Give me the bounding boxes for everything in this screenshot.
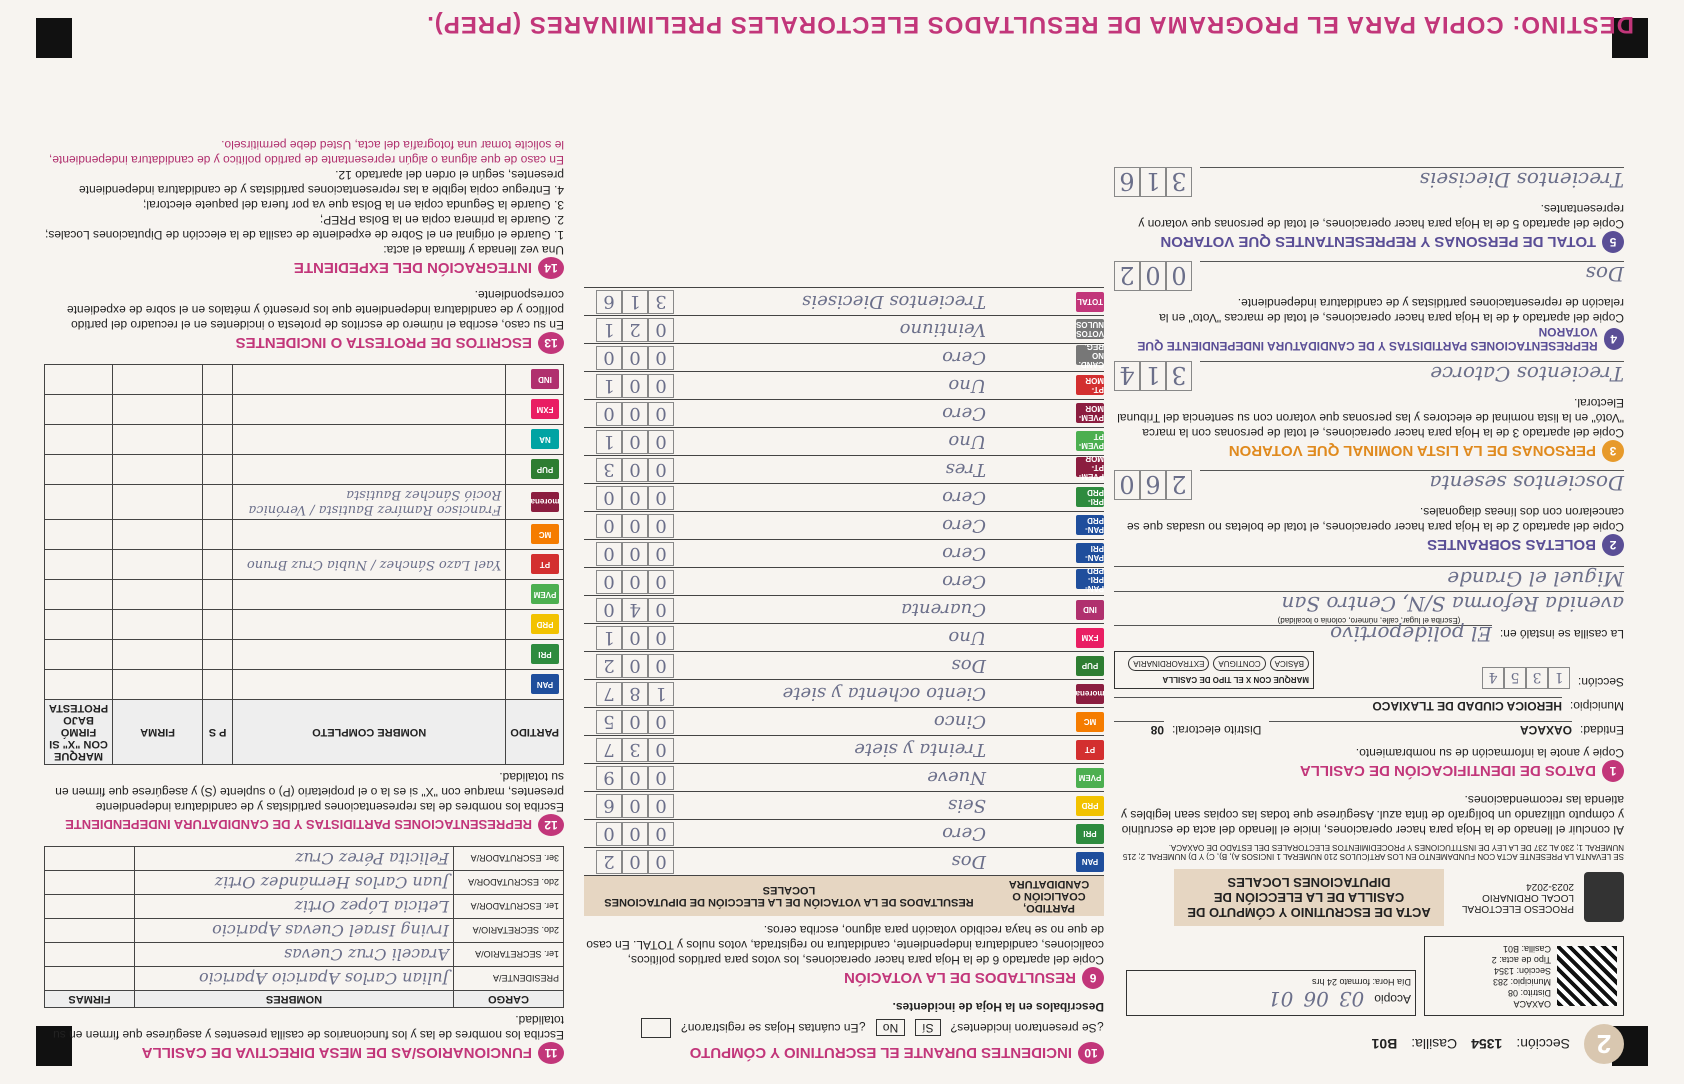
municipio-row: Municipio: HEROICA CIUDAD DE TLAXIACO	[1114, 697, 1624, 713]
party-logo-icon: MC	[1076, 712, 1104, 732]
sec2: 2 BOLETAS SOBRANTES Copie del apartado 2 de la Hoja para hacer operaciones, el total de boletas no usadas que se cancelaron con dos líneas diagonales. Doscientos sesenta 2 6 0	[1114, 470, 1624, 556]
header-block	[1114, 167, 1624, 1064]
party-logo-icon: PRI	[531, 645, 559, 665]
result-row	[584, 764, 1104, 792]
result-letra: Cero	[674, 540, 994, 568]
party-logo-icon: NA	[531, 430, 559, 450]
party-logo-icon: PVEM	[1076, 768, 1104, 788]
acopio-box	[1126, 970, 1416, 1016]
result-digit: 0	[648, 486, 674, 510]
result-digit: 6	[596, 794, 622, 818]
rep-firma	[113, 365, 203, 395]
sec10-desc: Descríbalos en la Hoja de incidentes.	[892, 1000, 1104, 1014]
result-row	[584, 288, 1104, 316]
rep-firma	[113, 425, 203, 455]
result-digit: 0	[622, 654, 648, 678]
result-digit: 4	[622, 598, 648, 622]
rep-nombre	[233, 520, 506, 550]
cargo-cell: 2do. SECRETARIO/A	[454, 919, 564, 943]
result-digit: 0	[648, 458, 674, 482]
rep-firma	[113, 550, 203, 580]
result-digit: 0	[648, 402, 674, 426]
result-letra: Cero	[674, 400, 994, 428]
result-digit: 0	[596, 346, 622, 370]
representante-row	[45, 425, 564, 455]
result-letra: Ciento ochenta y siete	[674, 680, 994, 708]
party-logo-icon: PT-MOR	[1076, 376, 1104, 396]
result-digit: 5	[596, 710, 622, 734]
result-digit: 7	[596, 738, 622, 762]
tipo-contigua[interactable]: CONTIGUA	[1213, 656, 1265, 671]
result-letra: Cero	[674, 820, 994, 848]
party-logo-icon: VOTOS NULOS	[1076, 320, 1104, 339]
entidad-row: Entidad: OAXACA Distrito electoral: 08	[1114, 721, 1624, 737]
result-digit: 1	[596, 626, 622, 650]
result-digit: 0	[648, 654, 674, 678]
rep-escritos	[45, 365, 113, 395]
seccion-value: 1354	[1471, 1036, 1503, 1052]
rep-escritos	[45, 520, 113, 550]
rep-escritos	[45, 580, 113, 610]
result-digit: 1	[648, 682, 674, 706]
qr-code-icon	[1557, 946, 1617, 1006]
result-letra: Tres	[674, 456, 994, 484]
sec14-title: 14 INTEGRACIÓN DEL EXPEDIENTE	[44, 257, 564, 279]
rep-escritos	[45, 640, 113, 670]
result-letra: Cuarenta	[674, 596, 994, 624]
party-logo-icon: PRI-PRD	[1076, 488, 1104, 508]
acopio-mes: 06	[1303, 987, 1329, 1011]
result-letra: Uno	[674, 372, 994, 400]
result-row	[584, 512, 1104, 540]
result-letra: Cero	[674, 344, 994, 372]
party-logo-icon: PVEM-PT-MOR	[1076, 457, 1104, 477]
representante-row	[45, 455, 564, 485]
qr-info: OAXACA Distrito: 08 Municipio: 283 Sección: 1354 Tipo de acta: 2 Casilla: B01	[1491, 944, 1551, 1009]
result-digit: 0	[622, 430, 648, 454]
funcionarios-table: CARGO NOMBRES FIRMAS PRESIDENTE/A Julian Carlos Aparicio Aparicio 1er. SECRETARIO/A Araceli Cruz Cuevas 2do. SECRETARIO/A Irving Israel Cuevas Aparicio 1er. ESCRUTADOR/A Leticia López Ortiz 2do. ESCRUTADOR/A Juan Carlos Hernández Ortiz 3er. ESCRUTADOR/A Felicita Pérez Cruz	[44, 846, 564, 1008]
party-logo-icon: morena	[1076, 684, 1104, 704]
result-row	[584, 344, 1104, 372]
party-logo-icon: PRD	[531, 615, 559, 635]
result-digit: 8	[622, 682, 648, 706]
rep-ps	[203, 425, 233, 455]
nombre-cell: Felicita Pérez Cruz	[135, 847, 454, 871]
result-digit: 0	[596, 542, 622, 566]
sec10-row: ¿Se presentaron incidentes? Sí No ¿En cuántas Hojas se registraron?	[574, 1018, 1104, 1038]
sec12-txt: Escriba los nombres de las representaciones partidistas y de candidatura independiente presentes, marque con "X" si es la o el propietario (P) o suplente (S) y asegúrese que firmen en su totalidad.	[55, 770, 564, 814]
results-column	[574, 288, 1104, 1065]
rep-ps	[203, 550, 233, 580]
tipo-basica[interactable]: BÁSICA	[1270, 656, 1309, 671]
result-digit: 2	[596, 654, 622, 678]
legal-text: SE LEVANTA LA PRESENTE ACTA CON FUNDAMENTO EN LOS ARTÍCULOS 210 NUMERAL 1 INCISOS A), B), C) Y D) NUMERAL 2; 215 NUMERAL 1; 230 AL 237 DE LA LEY DE INSTITUCIONES Y PROCEDIMIENTOS ELECTORALES DEL ESTADO DE OAXACA.	[1122, 843, 1624, 861]
result-digit: 0	[648, 514, 674, 538]
result-digit: 0	[596, 486, 622, 510]
rep-ps	[203, 455, 233, 485]
result-letra: Nueve	[674, 764, 994, 792]
funcionario-row	[45, 919, 564, 943]
funcionario-row	[45, 871, 564, 895]
representante-row	[45, 365, 564, 395]
cargo-cell: PRESIDENTE/A	[454, 967, 564, 991]
iee-logo-icon	[1584, 873, 1624, 923]
firma-cell	[45, 943, 135, 967]
acta-number-badge: 2	[1584, 1024, 1624, 1064]
result-digit: 0	[648, 346, 674, 370]
sec11-title: 11 FUNCIONARIOS/AS DE MESA DIRECTIVA DE CASILLA	[44, 1042, 564, 1064]
tipo-extra[interactable]: EXTRAORDINARIA	[1128, 656, 1209, 671]
rep-escritos	[45, 455, 113, 485]
rep-firma	[113, 395, 203, 425]
result-digit: 0	[622, 374, 648, 398]
rep-ps	[203, 640, 233, 670]
result-letra: Cinco	[674, 708, 994, 736]
result-row	[584, 316, 1104, 344]
sec6-title: 6 RESULTADOS DE LA VOTACIÓN	[574, 967, 1104, 989]
result-row	[584, 540, 1104, 568]
result-letra: Dos	[674, 652, 994, 680]
sec3: 3 PERSONAS DE LA LISTA NOMINAL QUE VOTARON Copie del apartado 3 de la Hoja para hacer operaciones, el total de personas con la marca "Votó" en la lista nominal de electores y las personas que votaron con su sentencia del Tribunal Electoral. Trecientos Catorce 3 1 4	[1114, 361, 1624, 462]
sec5: 5 TOTAL DE PERSONAS Y REPRESENTANTES QUE VOTARON Copie del apartado 5 de la Hoja para hacer operaciones, el total de personas que votaron y representantes. Trecientos Dieciseis 3 1 6	[1114, 167, 1624, 253]
lugar-line-3: Miguel el Grande	[1114, 566, 1624, 591]
hojas-box[interactable]	[641, 1018, 671, 1038]
result-letra: Dos	[674, 848, 994, 876]
sec13-txt: En su caso, escriba el número de escritos de protesta o incidentes en el recuadro del partido político y de candidatura independiente que los presentó y métalos en el sobre de expediente correspondiente.	[66, 288, 564, 332]
party-logo-icon: FXM	[531, 400, 559, 420]
rep-escritos	[45, 485, 113, 520]
rep-escritos	[45, 550, 113, 580]
result-digit: 0	[622, 850, 648, 874]
result-digit: 0	[648, 710, 674, 734]
rep-escritos	[45, 395, 113, 425]
rep-ps	[203, 395, 233, 425]
nombre-cell: Leticia López Ortiz	[135, 895, 454, 919]
result-row	[584, 624, 1104, 652]
incidentes-si[interactable]: Sí	[915, 1020, 940, 1037]
result-digit: 0	[622, 710, 648, 734]
party-logo-icon: IND	[1076, 600, 1104, 620]
result-digit: 0	[622, 514, 648, 538]
result-digit: 2	[622, 318, 648, 342]
acta-title: ACTA DE ESCRUTINIO Y CÓMPUTO DE CASILLA DE LA ELECCIÓN DE DIPUTACIONES LOCALES	[1174, 869, 1444, 926]
rep-ps	[203, 365, 233, 395]
lugar-hint: (Escriba el lugar, calle, número, colonia o localidad)	[1277, 616, 1461, 625]
result-digit: 0	[648, 374, 674, 398]
sec1-sub: Copie y anote la información de su nombramiento.	[1355, 746, 1624, 760]
qr-block	[1424, 936, 1624, 1016]
rep-firma	[113, 640, 203, 670]
result-row	[584, 680, 1104, 708]
result-letra: Uno	[674, 624, 994, 652]
sec13-title: 13 ESCRITOS DE PROTESTA O INCIDENTES	[44, 332, 564, 354]
sec4: 4 REPRESENTACIONES PARTIDISTAS Y DE CANDIDATURA INDEPENDIENTE QUE VOTARON Copie del apartado 4 de la Hoja para hacer operaciones, el total de marcas "Voto" en la relación de representaciones partidistas y de candidatura independiente. Dos 0 0 2	[1114, 261, 1624, 353]
result-digit: 1	[596, 374, 622, 398]
result-digit: 0	[648, 626, 674, 650]
result-digit: 0	[648, 794, 674, 818]
rep-nombre	[233, 395, 506, 425]
result-digit: 0	[622, 458, 648, 482]
party-logo-icon: PT	[531, 555, 559, 575]
result-digit: 0	[648, 766, 674, 790]
representante-row	[45, 580, 564, 610]
result-digit: 0	[648, 850, 674, 874]
result-digit: 0	[596, 822, 622, 846]
rep-ps	[203, 610, 233, 640]
lugar-line-2: avenida Reforma S/N, Centro San	[1114, 591, 1624, 616]
result-digit: 0	[648, 430, 674, 454]
result-row	[584, 456, 1104, 484]
result-digit: 3	[596, 458, 622, 482]
result-letra: Trecientos Dieciseis	[674, 288, 994, 316]
result-row	[584, 400, 1104, 428]
result-row	[584, 708, 1104, 736]
seccion-label: Sección:	[1516, 1036, 1570, 1052]
result-digit: 0	[596, 598, 622, 622]
nombre-cell: Julian Carlos Aparicio Aparicio	[135, 967, 454, 991]
acopio-sub: Día Hora: formato 24 hrs	[1311, 977, 1411, 987]
party-logo-icon: PRD	[1076, 796, 1104, 816]
firma-cell	[45, 871, 135, 895]
acopio-anio: 01	[1267, 987, 1294, 1011]
rep-nombre	[233, 670, 506, 700]
result-digit: 0	[648, 542, 674, 566]
result-digit: 2	[596, 850, 622, 874]
cargo-cell: 1er. SECRETARIO/A	[454, 943, 564, 967]
result-digit: 0	[596, 402, 622, 426]
proceso-label: PROCESO ELECTORAL LOCAL ORDINARIO 2023-2024	[1462, 881, 1574, 914]
representante-row	[45, 485, 564, 520]
party-logo-icon: PUP	[531, 460, 559, 480]
firma-cell	[45, 895, 135, 919]
party-logo-icon: IND	[531, 370, 559, 390]
result-row	[584, 428, 1104, 456]
party-logo-icon: TOTAL	[1076, 292, 1104, 312]
instalo-row: La casilla se instaló en: El polideportivo	[1114, 625, 1624, 641]
nombre-cell: Irving Israel Cuevas Aparicio	[135, 919, 454, 943]
result-digit: 0	[622, 486, 648, 510]
result-row	[584, 848, 1104, 876]
party-logo-icon: PUP	[1076, 656, 1104, 676]
firma-cell	[45, 847, 135, 871]
party-logo-icon: CAND. NO REG.	[1076, 345, 1104, 365]
sec14-steps: Una vez llenada y firmada el acta: 1. Guarde el original en el Sobre de expediente de casilla de la elección de Diputaciones Locales; 2. Guarde la primera copia en la Bolsa PREP; 3. Guarde la Segunda copia en la Bolsa que va por fuera del paquete electoral; 4. Entregue copia legible a las representaciones partidistas y de candidatura independiente presentes, según el orden del apartado 12. En caso de que alguna o algún representante de partido político y de candidatura independiente, le solicite tomar una fotografía del acta, Usted debe permitirselo.	[44, 138, 564, 257]
result-digit: 0	[622, 766, 648, 790]
result-letra: Uno	[674, 428, 994, 456]
cargo-cell: 2do. ESCRUTADOR/A	[454, 871, 564, 895]
result-letra: Cero	[674, 484, 994, 512]
rep-nombre	[233, 640, 506, 670]
nombre-cell: Juan Carlos Hernández Ortiz	[135, 871, 454, 895]
party-logo-icon: PRI	[1076, 824, 1104, 844]
result-digit: 3	[648, 290, 674, 314]
funcionario-row	[45, 847, 564, 871]
result-digit: 0	[622, 626, 648, 650]
rep-nombre: Yael Lazo Sánchez / Nubia Cruz Bruno	[233, 550, 506, 580]
result-digit: 1	[622, 290, 648, 314]
rep-nombre	[233, 580, 506, 610]
result-digit: 0	[622, 822, 648, 846]
representante-row	[45, 670, 564, 700]
instructions: Al concluir el llenado de la Hoja para hacer operaciones, inicie el llenado del acta de escrutinio y cómputo utilizando un bolígrafo de tinta azul. Asegúrese que todas las copias sean legibles y atienda las recomendaciones.	[1121, 793, 1624, 837]
rep-escritos	[45, 610, 113, 640]
rep-ps	[203, 520, 233, 550]
rep-nombre	[233, 425, 506, 455]
party-logo-icon: PT	[1076, 740, 1104, 760]
results-table: PARTIDO, COALICIÓN O CANDIDATURA RESULTADOS DE LA VOTACIÓN DE LA ELECCIÓN DE DIPUTACIONES LOCALES PAN Dos 0 0 2 PRI Cero 0 0 0 PRD Seis 0 0 6 PVEM Nueve 0 0 9 PT Treinta y siete 0 3 7 MC Cinco 0 0 5 morena Ciento ochenta y siete 1 8 7 PUP Dos 0 0 2 FXM Uno 0 0 1 IND Cuarenta 0 4 0 PAN-PRI-PRD Cero 0 0 0 PAN-PRI Cero 0 0 0 PAN-PRD Cero 0 0 0 PRI-PRD Cero 0 0 0 PVEM-PT-MOR Tres 0 0 3 PVEM-PT Uno 0 0 1 PVEM-MOR Cero 0 0 0 PT-MOR Uno 0 0 1 CAND. NO REG. Cero 0 0 0 VOTOS NULOS Veintiuno 0 2 1 TOTAL Trecientos Dieciseis 3 1 6	[584, 288, 1104, 917]
representante-row	[45, 640, 564, 670]
result-letra: Veintiuno	[674, 316, 994, 344]
acopio-label: Acopio	[1374, 992, 1411, 1006]
firma-cell	[45, 967, 135, 991]
representante-row	[45, 550, 564, 580]
result-digit: 0	[648, 318, 674, 342]
rep-nombre	[233, 610, 506, 640]
party-logo-icon: MC	[531, 525, 559, 545]
result-row	[584, 736, 1104, 764]
rep-ps	[203, 670, 233, 700]
result-letra: Treinta y siete	[674, 736, 994, 764]
result-row	[584, 372, 1104, 400]
result-digit: 0	[596, 570, 622, 594]
party-logo-icon: FXM	[1076, 628, 1104, 648]
rep-firma	[113, 485, 203, 520]
firma-cell	[45, 919, 135, 943]
destino-banner: DESTINO: COPIA PARA EL PROGRAMA DE RESULTADOS ELECTORALES PRELIMINARES (PREP).	[426, 11, 1634, 38]
result-row	[584, 568, 1104, 596]
party-logo-icon: morena	[531, 492, 559, 512]
rep-ps	[203, 580, 233, 610]
rep-escritos	[45, 670, 113, 700]
result-digit: 0	[648, 598, 674, 622]
rep-nombre: Francisco Ramírez Bautista / Verónica Roció Sánchez Bautista	[233, 485, 506, 520]
representantes-table: PARTIDO NOMBRE COMPLETO P S FIRMA MARQUE CON "X" SI FIRMÓ BAJO PROTESTA PAN PRI PRD PVEM PT Yael Lazo Sánchez / Nubia Cruz Bruno MC morena Francisco Ramírez Bautista / Verónica Roció Sánchez Bautista PUP NA FXM IND	[44, 364, 564, 765]
rep-nombre	[233, 455, 506, 485]
sec11-txt: Escriba los nombres de las y los funcionarios de casilla presentes y asegúrese que firmen en su totalidad.	[53, 1013, 564, 1042]
rep-firma	[113, 580, 203, 610]
result-digit: 9	[596, 766, 622, 790]
party-logo-icon: PAN	[531, 675, 559, 695]
result-row	[584, 484, 1104, 512]
tipo-casilla-box: MARQUE CON X EL TIPO DE CASILLA BÁSICA CONTIGUA EXTRAORDINARIA	[1114, 651, 1314, 689]
cargo-cell: 1er. ESCRUTADOR/A	[454, 895, 564, 919]
rep-firma	[113, 670, 203, 700]
funcionario-row	[45, 943, 564, 967]
party-logo-icon: PAN-PRI	[1076, 544, 1104, 564]
rep-firma	[113, 455, 203, 485]
result-letra: Seis	[674, 792, 994, 820]
sec1-title: 1 DATOS DE IDENTIFICACIÓN DE CASILLA	[1114, 760, 1624, 782]
right-column	[44, 137, 564, 1064]
result-row	[584, 792, 1104, 820]
rep-escritos	[45, 425, 113, 455]
acopio-dia: 03	[1338, 987, 1365, 1011]
result-digit: 0	[648, 570, 674, 594]
funcionario-row	[45, 967, 564, 991]
result-digit: 6	[596, 290, 622, 314]
party-logo-icon: PVEM-MOR	[1076, 404, 1104, 424]
result-letra: Cero	[674, 568, 994, 596]
party-logo-icon: PVEM	[531, 585, 559, 605]
result-digit: 0	[622, 570, 648, 594]
seccion-row: Sección: 1 3 5 4 MARQUE CON X EL TIPO DE CASILLA BÁSICA CONTIGUA EXTRAORDINARIA	[1114, 651, 1624, 689]
incidentes-no[interactable]: No	[876, 1020, 905, 1037]
result-digit: 0	[622, 542, 648, 566]
result-digit: 0	[622, 794, 648, 818]
result-digit: 1	[596, 318, 622, 342]
result-digit: 7	[596, 682, 622, 706]
result-row	[584, 652, 1104, 680]
sec12-title: 12 REPRESENTACIONES PARTIDISTAS Y DE CANDIDATURA INDEPENDIENTE	[44, 814, 564, 836]
result-digit: 0	[596, 514, 622, 538]
representante-row	[45, 610, 564, 640]
cargo-cell: 3er. ESCRUTADOR/A	[454, 847, 564, 871]
party-logo-icon: PAN-PRI-PRD	[1076, 569, 1104, 589]
result-row	[584, 820, 1104, 848]
result-row	[584, 596, 1104, 624]
nombre-cell: Araceli Cruz Cuevas	[135, 943, 454, 967]
result-digit: 0	[648, 738, 674, 762]
casilla-value: B01	[1371, 1036, 1398, 1052]
sec6-txt: Copie del apartado 6 de la Hoja para hacer operaciones, los votos para partidos políticos, coaliciones, candidatura independiente, candidatura no registrada, votos nulos y TOTAL. En caso de que no se haya recibido votación para alguno, escriba ceros.	[586, 923, 1104, 967]
rep-firma	[113, 520, 203, 550]
casilla-label: Casilla:	[1411, 1036, 1458, 1052]
party-logo-icon: PAN-PRD	[1076, 516, 1104, 536]
funcionario-row	[45, 895, 564, 919]
result-digit: 1	[596, 430, 622, 454]
rep-firma	[113, 610, 203, 640]
representante-row	[45, 395, 564, 425]
representante-row	[45, 520, 564, 550]
party-logo-icon: PAN	[1076, 852, 1104, 872]
result-digit: 0	[622, 346, 648, 370]
sec10-title: 10 INCIDENTES DURANTE EL ESCRUTINIO Y CÓMPUTO	[574, 1042, 1104, 1064]
result-letra: Cero	[674, 512, 994, 540]
registration-mark	[36, 18, 72, 58]
rep-nombre	[233, 365, 506, 395]
rep-ps	[203, 485, 233, 520]
result-digit: 3	[622, 738, 648, 762]
party-logo-icon: PVEM-PT	[1076, 432, 1104, 452]
result-digit: 0	[648, 822, 674, 846]
result-digit: 0	[622, 402, 648, 426]
